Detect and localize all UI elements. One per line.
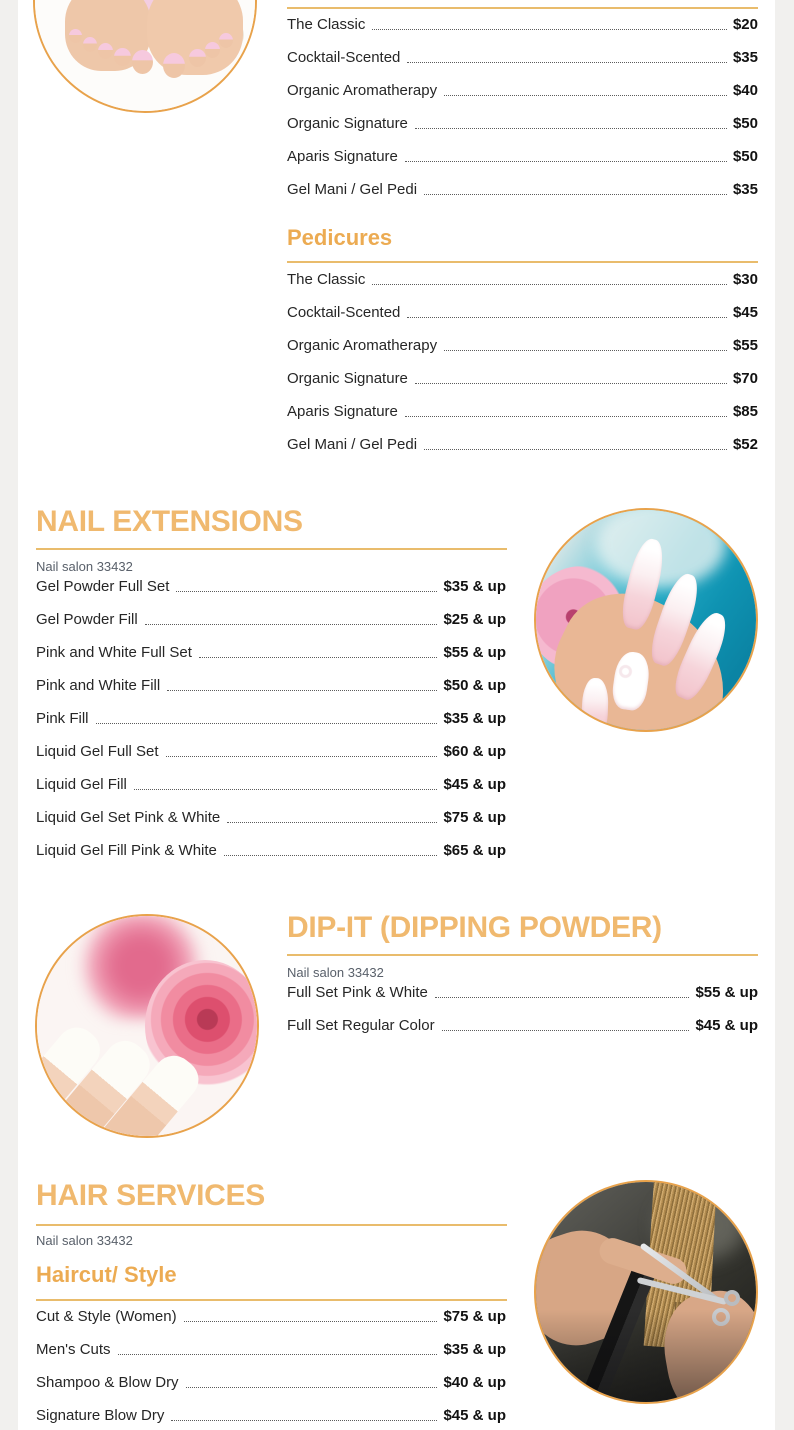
dotted-leader [199,657,438,658]
item-price: $75 & up [443,1308,506,1325]
toe-shape [219,33,233,48]
item-price: $25 & up [443,611,506,628]
section-note: Nail salon 33432 [287,965,384,980]
item-name: Liquid Gel Full Set [36,743,159,760]
menu-item-row [36,1300,506,1333]
dotted-leader [407,62,727,63]
section-note: Nail salon 33432 [36,1233,133,1248]
dotted-leader [145,624,438,625]
item-price: $70 [732,370,758,387]
menu-item-row [287,263,758,296]
nail-extensions-photo [534,508,758,732]
dotted-leader [171,1420,437,1421]
dotted-leader [186,1387,438,1388]
dotted-leader [184,1321,438,1322]
menu-item-row [36,1399,506,1430]
section-underline [287,954,758,956]
item-name: Organic Signature [287,115,408,132]
item-name: Full Set Regular Color [287,1017,435,1034]
item-price: $40 [732,82,758,99]
section-underline [36,1224,507,1226]
heading-dip-it: DIP-IT (DIPPING POWDER) [287,911,662,944]
item-name: Aparis Signature [287,148,398,165]
menu-item-row [36,801,506,834]
item-name: Pink and White Full Set [36,644,192,661]
item-price: $52 [732,436,758,453]
item-price: $35 [732,181,758,198]
item-price: $50 [732,148,758,165]
menu-item-row [36,1366,506,1399]
menu-item-row [287,173,758,206]
dotted-leader [166,756,438,757]
item-price: $50 [732,115,758,132]
toe-shape [98,43,113,59]
heading-nail-extensions: NAIL EXTENSIONS [36,505,303,538]
item-name: Cut & Style (Women) [36,1308,177,1325]
toe-shape [189,49,206,67]
menu-item-row [287,296,758,329]
item-name: Organic Aromatherapy [287,82,438,99]
dipping-powder-photo [35,914,259,1138]
dotted-leader [224,855,438,856]
menu-item-row [287,428,758,461]
item-name: Liquid Gel Fill Pink & White [36,842,217,859]
item-name: Organic Signature [287,370,408,387]
shadow-overlay [536,1182,756,1402]
item-name: Shampoo & Blow Dry [36,1374,179,1391]
nail-shape [581,678,609,732]
item-price: $75 & up [443,809,506,826]
dotted-leader [424,194,727,195]
item-name: The Classic [287,271,366,288]
menu-item-row [36,669,506,702]
menu-dip-it [287,976,758,1042]
item-price: $40 & up [443,1374,506,1391]
item-name: Liquid Gel Fill [36,776,127,793]
section-underline [36,548,507,550]
toe-shape [132,50,153,74]
item-price: $35 & up [443,710,506,727]
item-name: Gel Mani / Gel Pedi [287,436,418,453]
menu-item-row [36,570,506,603]
toe-shape [205,42,220,58]
dotted-leader [167,690,437,691]
item-name: Men's Cuts [36,1341,111,1358]
item-price: $45 & up [443,1407,506,1424]
menu-item-row [36,636,506,669]
menu-item-row [287,329,758,362]
menu-item-row [36,1333,506,1366]
item-name: Aparis Signature [287,403,398,420]
dotted-leader [435,997,690,998]
menu-item-row [287,362,758,395]
dotted-leader [96,723,438,724]
item-name: Gel Powder Fill [36,611,138,628]
item-name: Organic Aromatherapy [287,337,438,354]
item-name: Signature Blow Dry [36,1407,165,1424]
dotted-leader [407,317,727,318]
menu-item-row [287,8,758,41]
menu-item-row [36,735,506,768]
menu-item-row [287,1009,758,1042]
dotted-leader [176,591,437,592]
menu-item-row [36,702,506,735]
hair-cutting-photo [534,1180,758,1404]
toe-shape [114,48,131,66]
dotted-leader [405,161,727,162]
item-name: Full Set Pink & White [287,984,428,1001]
item-name: Pink and White Fill [36,677,161,694]
menu-item-row [287,74,758,107]
menu-item-row [36,603,506,636]
menu-pedicures [287,263,758,461]
item-price: $35 & up [443,578,506,595]
item-price: $20 [732,16,758,33]
menu-item-row [287,41,758,74]
menu-item-row [287,140,758,173]
pedicure-feet-photo [33,0,257,113]
item-price: $55 & up [695,984,758,1001]
dotted-leader [405,416,727,417]
item-price: $45 [732,304,758,321]
item-name: Liquid Gel Set Pink & White [36,809,221,826]
menu-item-row [287,976,758,1009]
menu-item-row [36,834,506,867]
item-price: $60 & up [443,743,506,760]
item-price: $50 & up [443,677,506,694]
item-price: $65 & up [443,842,506,859]
toe-shape [83,37,97,52]
item-price: $35 [732,49,758,66]
heading-hair-services: HAIR SERVICES [36,1179,265,1212]
item-name: Pink Fill [36,710,89,727]
item-price: $85 [732,403,758,420]
dotted-leader [415,383,727,384]
menu-hair-services [36,1300,506,1430]
section-note: Nail salon 33432 [36,559,133,574]
menu-item-row [287,395,758,428]
item-name: The Classic [287,16,366,33]
menu-nail-extensions [36,570,506,867]
dotted-leader [372,29,727,30]
item-price: $55 [732,337,758,354]
dotted-leader [134,789,438,790]
item-price: $45 & up [695,1017,758,1034]
item-price: $30 [732,271,758,288]
item-name: Gel Mani / Gel Pedi [287,181,418,198]
dotted-leader [444,350,727,351]
dotted-leader [372,284,727,285]
dotted-leader [227,822,437,823]
item-name: Cocktail-Scented [287,49,401,66]
menu-item-row [36,768,506,801]
toe-shape [69,29,82,43]
heading-haircut-style: Haircut/ Style [36,1262,177,1287]
toe-shape [163,53,185,78]
dotted-leader [442,1030,690,1031]
dotted-leader [118,1354,438,1355]
item-price: $35 & up [443,1341,506,1358]
heading-pedicures: Pedicures [287,225,393,250]
menu-top-list [287,8,758,206]
dotted-leader [415,128,727,129]
item-name: Gel Powder Full Set [36,578,170,595]
item-name: Cocktail-Scented [287,304,401,321]
dotted-leader [424,449,727,450]
item-price: $55 & up [443,644,506,661]
dotted-leader [444,95,727,96]
menu-item-row [287,107,758,140]
item-price: $45 & up [443,776,506,793]
